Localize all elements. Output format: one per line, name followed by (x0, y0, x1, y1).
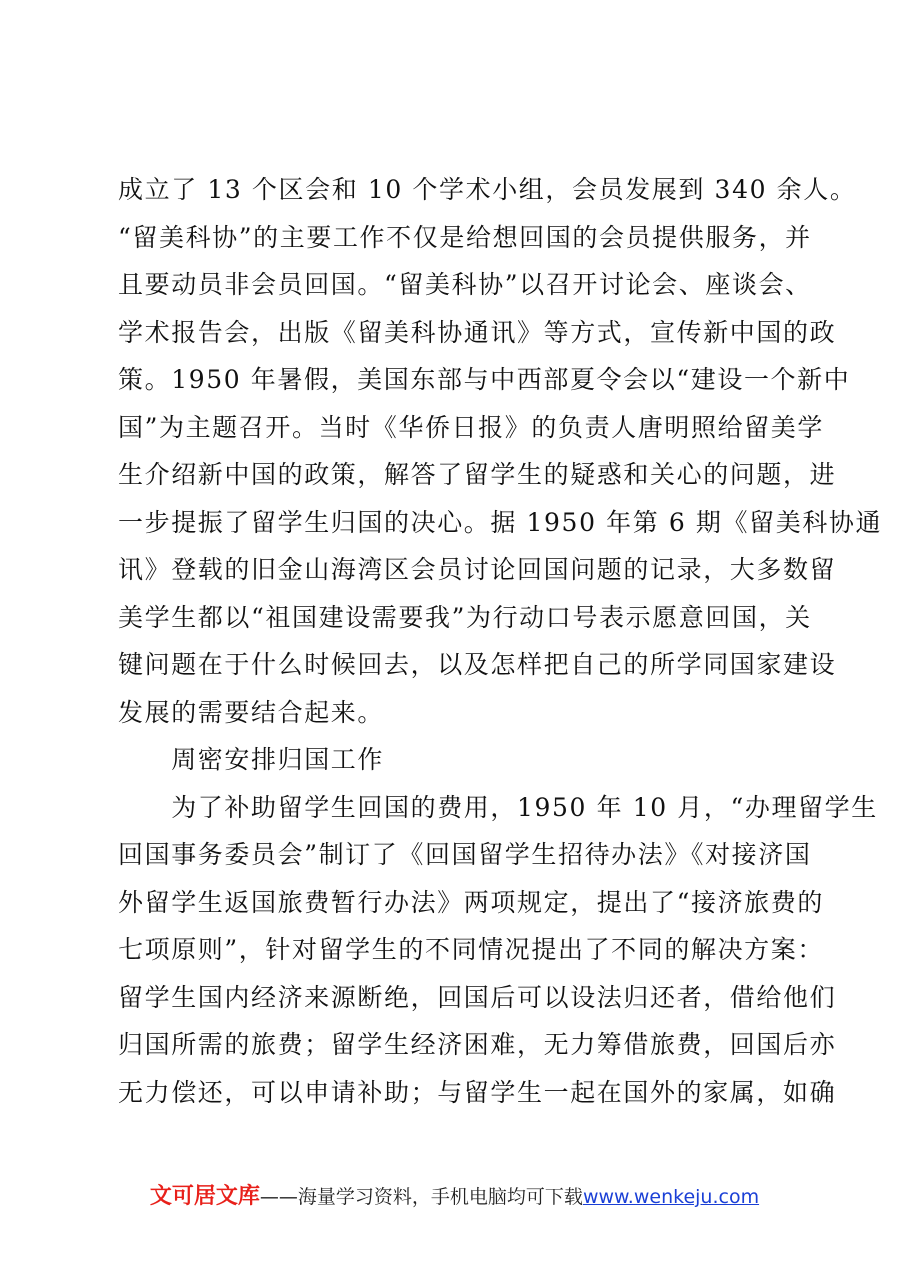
brand-name: 文可居文库 (149, 1184, 260, 1209)
text-line: 一步提振了留学生归国的决心。据 1950 年第 6 期《留美科协通 (118, 507, 883, 537)
footer-banner (0, 1179, 909, 1210)
text-line: 无力偿还，可以申请补助；与留学生一起在国外的家属，如确 (118, 1077, 837, 1107)
text-line: 美学生都以“祖国建设需要我”为行动口号表示愿意回国，关 (118, 602, 812, 632)
text-line: 成立了 13 个区会和 10 个学术小组，会员发展到 340 余人。 (118, 175, 857, 204)
text-line: 讯》登载的旧金山海湾区会员讨论回国问题的记录，大多数留 (118, 555, 837, 584)
text-line: 回国事务委员会”制订了《回国留学生招待办法》《对接济国 (118, 840, 812, 869)
footer-dash: —— (259, 1186, 298, 1208)
text-line: 外留学生返国旅费暂行办法》两项规定，提出了“接济旅费的 (118, 887, 824, 917)
article-body (118, 166, 883, 1116)
section-heading: 周密安排归国工作 (118, 745, 385, 774)
text-line: 生介绍新中国的政策，解答了留学生的疑惑和关心的问题，进 (118, 460, 837, 489)
text-line: 学术报告会，出版《留美科协通讯》等方式，宣传新中国的政 (118, 317, 837, 347)
text-line: 策。1950 年暑假，美国东部与中西部夏令会以“建设一个新中 (118, 365, 851, 394)
text-line: 七项原则”，针对留学生的不同情况提出了不同的解决方案： (118, 935, 824, 964)
text-line: “留美科协”的主要工作不仅是给想回国的会员提供服务，并 (118, 222, 812, 252)
text-line: 且要动员非会员回国。“留美科协”以召开讨论会、座谈会、 (118, 270, 812, 299)
text-line: 为了补助留学生回国的费用，1950 年 10 月，“办理留学生 (118, 792, 878, 822)
text-line: 归国所需的旅费；留学生经济困难，无力筹借旅费，回国后亦 (118, 1030, 837, 1059)
text-line: 键问题在于什么时候回去，以及怎样把自己的所学同国家建设 (118, 650, 837, 679)
text-line: 发展的需要结合起来。 (118, 697, 385, 727)
footer-tagline: 海量学习资料，手机电脑均可下载 (297, 1186, 583, 1208)
text-line: 留学生国内经济来源断绝，回国后可以设法归还者，借给他们 (118, 982, 837, 1012)
website-link[interactable]: www.wenkeju.com (582, 1186, 760, 1208)
text-line: 国”为主题召开。当时《华侨日报》的负责人唐明照给留美学 (118, 412, 824, 442)
